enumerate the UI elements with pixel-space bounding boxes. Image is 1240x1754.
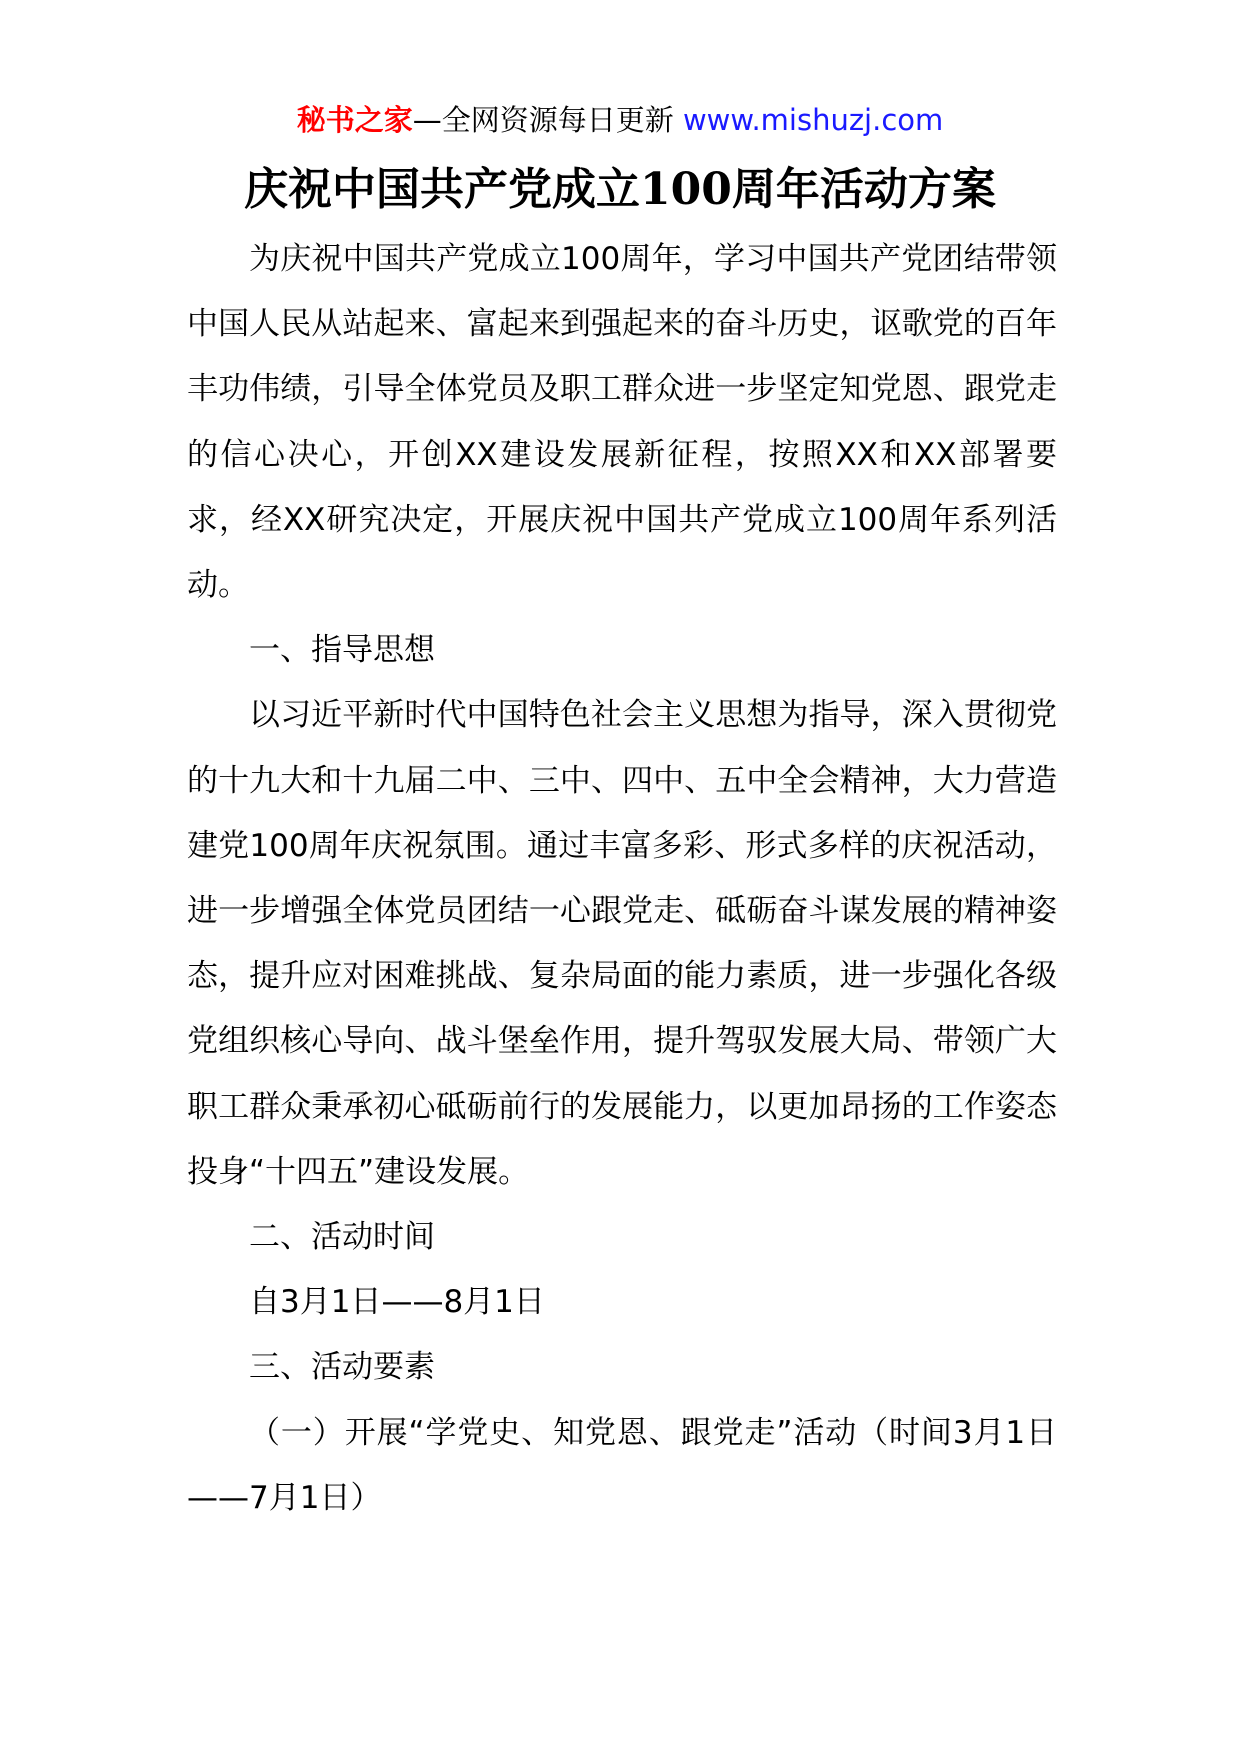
activity-time-paragraph: 自3月1日——8月1日 [249, 1284, 545, 1321]
intro-paragraph: 为庆祝中国共产党成立100周年，学习中国共产党团结带领中国人民从站起来、富起来到强起来的奋斗历史，讴歌党的百年丰功伟绩，引导全体党员及职工群众进一步坚定知党恩、跟党走的信心决心，开创XX建设发展新征程，按照XX和XX部署要求，经XX研究决定，开展庆祝中国共产党成立100周年系列活动。 [187, 241, 1057, 604]
site-url-link[interactable]: www.mishuzj.com [682, 103, 944, 137]
activity-item-paragraph: （一）开展“学党史、知党恩、跟党走”活动（时间3月1日——7月1日） [187, 1414, 1057, 1516]
site-header [0, 100, 1240, 140]
section-heading-activity-elements: 三、活动要素 [249, 1349, 435, 1386]
brand-name: 秘书之家 [296, 103, 413, 137]
section-heading-guiding-ideology: 一、指导思想 [249, 632, 435, 669]
header-tagline: —全网资源每日更新 [412, 103, 683, 137]
document-title: 庆祝中国共产党成立100周年活动方案 [244, 164, 996, 215]
document-body [187, 227, 1057, 1531]
section-heading-activity-time: 二、活动时间 [249, 1219, 435, 1256]
guiding-ideology-paragraph: 以习近平新时代中国特色社会主义思想为指导，深入贯彻党的十九大和十九届二中、三中、四中、五中全会精神，大力营造建党100周年庆祝氛围。通过丰富多彩、形式多样的庆祝活动，进一步增强全体党员团结一心跟党走、砥砺奋斗谋发展的精神姿态，提升应对困难挑战、复杂局面的能力素质，进一步强化各级党组织核心导向、战斗堡垒作用，提升驾驭发展大局、带领广大职工群众秉承初心砥砺前行的发展能力，以更加昂扬的工作姿态投身“十四五”建设发展。 [187, 697, 1057, 1190]
